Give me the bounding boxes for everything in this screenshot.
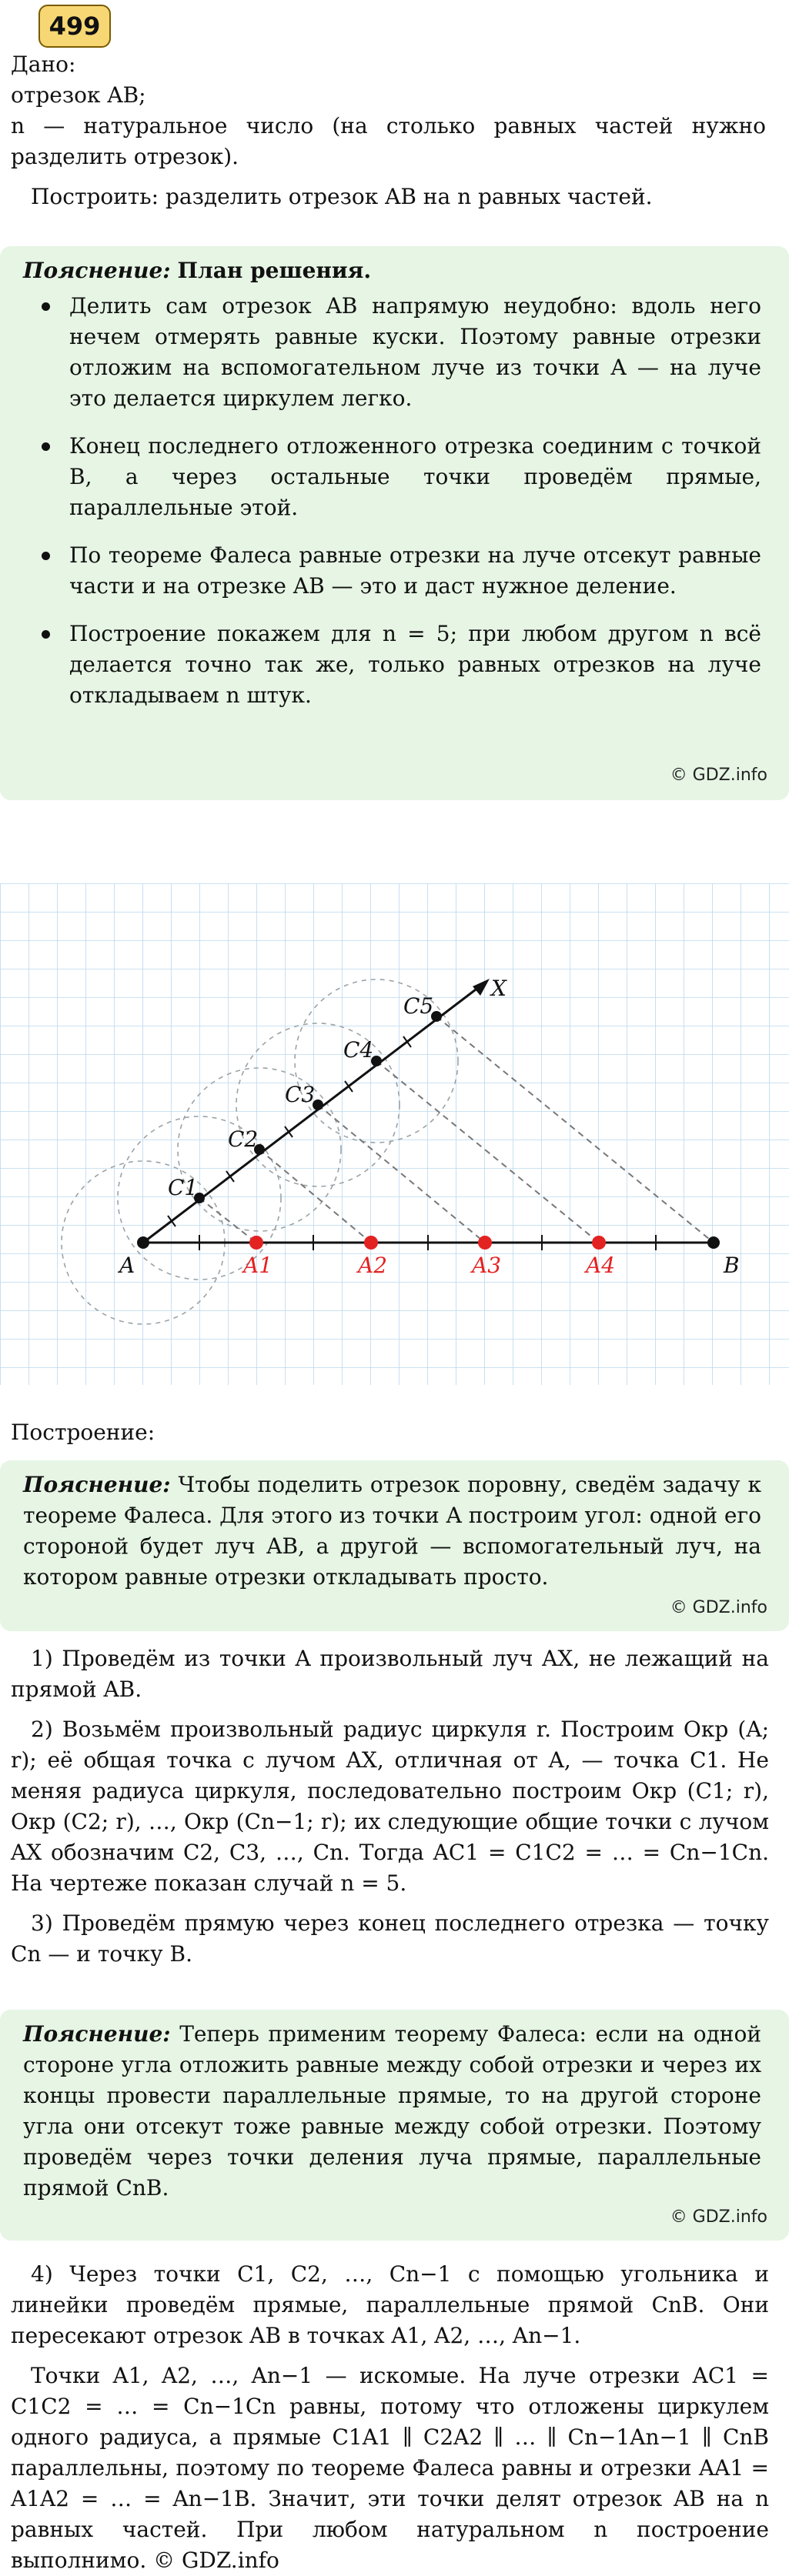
to-construct: Построить: разделить отрезок AB на n равных частей. [31,184,653,209]
label-C2: C2 [228,1126,259,1152]
final-steps [0,2259,789,2576]
point-A3 [478,1236,492,1250]
construction-steps [0,1643,789,1970]
problem-number-badge: 499 [38,5,111,48]
plan-bullet: Построение покажем для n = 5; при любом другом n всё делается точно так же, только равных отрезков на луче откладываем n штук. [69,619,761,711]
label-A1: A1 [243,1253,273,1278]
plan-heading-label: Пояснение: [23,258,171,283]
construction-figure [0,883,789,1385]
label-A: A [119,1253,135,1278]
plan-heading-text: План решения. [177,258,372,283]
given-title: Дано: [11,52,76,77]
plan-bullet: Конец последнего отложенного отрезка соединим с точкой B, а через остальные точки проведём прямые, параллельные этой. [69,431,761,523]
label-A3: A3 [472,1253,502,1278]
thales-label: Пояснение: [23,2021,171,2047]
label-A2: A2 [358,1253,388,1278]
copyright-label: © GDZ.info [670,1598,767,1617]
plan-bullet: По теореме Фалеса равные отрезки на луче отсекут равные части и на отрезке AB — это и даст нужное деление. [69,540,761,602]
given-natural-number: n — натуральное число (на столько равных частей нужно разделить отрезок). [11,113,766,169]
thales-text: Теперь применим теорему Фалеса: если на одной стороне угла отложить равные между собой отрезки и через их концы провести параллельные прямые, то на другой стороне угла они отсекут тоже равные между собой отрезки. Поэтому проведём через точки деления луча прямые, параллельные прямой CnB. [23,2021,761,2201]
label-C3: C3 [285,1082,316,1107]
explanation-box-thales [0,2010,789,2241]
explanation-box-approach [0,1460,789,1631]
plan-heading [23,255,761,286]
step-1: 1) Проведём из точки A произвольный луч AX, не лежащий на прямой AB. [11,1646,769,1702]
explanation-box-plan [0,246,789,800]
point-A4 [592,1236,606,1250]
plan-bullet-list [23,291,761,711]
label-X: X [491,976,506,1001]
point-A [137,1236,149,1249]
label-B: B [724,1253,740,1278]
point-A1 [249,1236,263,1250]
step-4: 4) Через точки C1, C2, …, Cn−1 с помощью угольника и линейки проведём прямые, параллельные прямой CnB. Они пересекают отрезок AB в точках A1, A2, …, An−1. [11,2261,769,2348]
step-3: 3) Проведём прямую через конец последнего отрезка — точку Cn — и точку B. [11,1910,769,1967]
label-C5: C5 [403,993,434,1019]
approach-label: Пояснение: [23,1472,171,1497]
label-A4: A4 [586,1253,616,1278]
step-2: 2) Возьмём произвольный радиус циркуля r. Построим Окр (A; r); её общая точка с лучом AX, отличная от A, — точка C1. Не меняя радиуса циркуля, последовательно построим Окр (C1; r), Окр (C2; r), …, Окр (Cn−1; r); их следующие общие точки с лучом AX обозначим C2, C3, …, Cn. Тогда AC1 = C1C2 = … = Cn−1Cn. На чертеже показан случай n = 5. [11,1717,769,1896]
point-A2 [364,1236,378,1250]
point-B [707,1236,720,1249]
given-segment: отрезок AB; [11,82,146,108]
approach-text: Чтобы поделить отрезок поровну, сведём задачу к теореме Фалеса. Для этого из точки A построим угол: одной его стороной будет луч AB, а другой — вспомогательный луч, на котором равные отрезки откладывать просто. [23,1472,761,1590]
conclusion: Точки A1, A2, …, An−1 — искомые. На луче отрезки AC1 = C1C2 = … = Cn−1Cn равны, потому что отложены циркулем одного радиуса, а прямые C1A1 ∥ C2A2 ∥ … ∥ Cn−1An−1 ∥ CnB параллельны, поэтому по теореме Фалеса равны и отрезки AA1 = A1A2 = … = An−1B. Значит, эти точки делят отрезок AB на n равных частей. При любом натуральном n построение выполнимо. © GDZ.info [11,2363,769,2573]
copyright-label: © GDZ.info [670,766,767,785]
plan-bullet: Делить сам отрезок AB напрямую неудобно: вдоль него нечем отмерять равные куски. Поэтому равные отрезки отложим на вспомогательном луче из точки A — на луче это делается циркулем легко. [69,291,761,414]
label-C4: C4 [343,1037,374,1063]
given-section [0,49,789,172]
copyright-label: © GDZ.info [670,2207,767,2227]
construction-title: Построение: [11,1420,155,1445]
label-C1: C1 [168,1175,199,1200]
